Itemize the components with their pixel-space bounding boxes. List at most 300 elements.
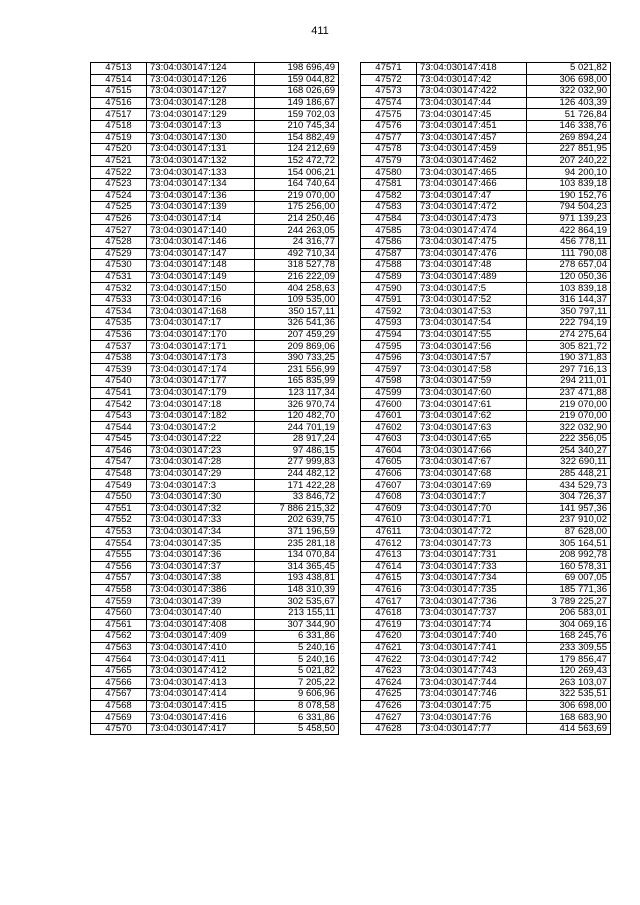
cadastral-number-cell: 73:04:030147:146 bbox=[147, 236, 255, 248]
row-number-cell: 47579 bbox=[361, 155, 417, 167]
table-row bbox=[361, 202, 611, 214]
row-number-cell: 47617 bbox=[361, 596, 417, 608]
value-cell: 277 999,83 bbox=[255, 457, 339, 469]
table-row bbox=[91, 387, 339, 399]
cadastral-number-cell: 73:04:030147:743 bbox=[417, 665, 527, 677]
cadastral-number-cell: 73:04:030147:72 bbox=[417, 526, 527, 538]
table-row bbox=[91, 132, 339, 144]
cadastral-number-cell: 73:04:030147:134 bbox=[147, 178, 255, 190]
table-row bbox=[361, 97, 611, 109]
row-number-cell: 47535 bbox=[91, 318, 147, 330]
value-cell: 124 212,69 bbox=[255, 144, 339, 156]
table-row bbox=[91, 619, 339, 631]
cadastral-number-cell: 73:04:030147:741 bbox=[417, 642, 527, 654]
row-number-cell: 47541 bbox=[91, 387, 147, 399]
value-cell: 244 263,05 bbox=[255, 225, 339, 237]
row-number-cell: 47615 bbox=[361, 573, 417, 585]
row-number-cell: 47569 bbox=[91, 712, 147, 724]
value-cell: 146 338,76 bbox=[527, 120, 611, 132]
table-row bbox=[91, 399, 339, 411]
table-row bbox=[361, 294, 611, 306]
cadastral-number-cell: 73:04:030147:67 bbox=[417, 457, 527, 469]
table-row bbox=[361, 596, 611, 608]
value-cell: 222 794,19 bbox=[527, 318, 611, 330]
table-row bbox=[91, 712, 339, 724]
cadastral-number-cell: 73:04:030147:127 bbox=[147, 86, 255, 98]
row-number-cell: 47539 bbox=[91, 364, 147, 376]
value-cell: 9 606,96 bbox=[255, 689, 339, 701]
table-row bbox=[361, 318, 611, 330]
cadastral-number-cell: 73:04:030147:69 bbox=[417, 480, 527, 492]
cadastral-number-cell: 73:04:030147:472 bbox=[417, 202, 527, 214]
cadastral-number-cell: 73:04:030147:44 bbox=[417, 97, 527, 109]
row-number-cell: 47593 bbox=[361, 318, 417, 330]
table-row bbox=[91, 654, 339, 666]
row-number-cell: 47578 bbox=[361, 144, 417, 156]
table-row bbox=[361, 723, 611, 735]
table-row bbox=[91, 318, 339, 330]
table-row bbox=[91, 364, 339, 376]
table-row bbox=[91, 665, 339, 677]
table-row bbox=[91, 63, 339, 75]
cadastral-number-cell: 73:04:030147:149 bbox=[147, 271, 255, 283]
table-row bbox=[361, 631, 611, 643]
table-row bbox=[91, 283, 339, 295]
table-row bbox=[91, 723, 339, 735]
cadastral-number-cell: 73:04:030147:139 bbox=[147, 202, 255, 214]
cadastral-number-cell: 73:04:030147:136 bbox=[147, 190, 255, 202]
row-number-cell: 47561 bbox=[91, 619, 147, 631]
value-cell: 154 006,21 bbox=[255, 167, 339, 179]
table-row bbox=[361, 712, 611, 724]
row-number-cell: 47525 bbox=[91, 202, 147, 214]
row-number-cell: 47595 bbox=[361, 341, 417, 353]
table-row bbox=[361, 399, 611, 411]
row-number-cell: 47625 bbox=[361, 689, 417, 701]
row-number-cell: 47559 bbox=[91, 596, 147, 608]
cadastral-number-cell: 73:04:030147:40 bbox=[147, 607, 255, 619]
table-row bbox=[361, 329, 611, 341]
value-cell: 28 917,24 bbox=[255, 434, 339, 446]
cadastral-number-cell: 73:04:030147:22 bbox=[147, 434, 255, 446]
table-row bbox=[91, 631, 339, 643]
cadastral-number-cell: 73:04:030147:47 bbox=[417, 190, 527, 202]
table-row bbox=[361, 422, 611, 434]
cadastral-number-cell: 73:04:030147:474 bbox=[417, 225, 527, 237]
row-number-cell: 47620 bbox=[361, 631, 417, 643]
table-row bbox=[361, 526, 611, 538]
value-cell: 326 970,74 bbox=[255, 399, 339, 411]
cadastral-number-cell: 73:04:030147:34 bbox=[147, 526, 255, 538]
value-cell: 306 698,00 bbox=[527, 74, 611, 86]
cadastral-number-cell: 73:04:030147:2 bbox=[147, 422, 255, 434]
cadastral-number-cell: 73:04:030147:422 bbox=[417, 86, 527, 98]
value-cell: 97 486,15 bbox=[255, 445, 339, 457]
row-number-cell: 47577 bbox=[361, 132, 417, 144]
row-number-cell: 47533 bbox=[91, 294, 147, 306]
cadastral-number-cell: 73:04:030147:53 bbox=[417, 306, 527, 318]
cadastral-number-cell: 73:04:030147:56 bbox=[417, 341, 527, 353]
value-cell: 5 021,82 bbox=[255, 665, 339, 677]
value-cell: 171 422,28 bbox=[255, 480, 339, 492]
table-row bbox=[361, 503, 611, 515]
table-row bbox=[91, 144, 339, 156]
cadastral-number-cell: 73:04:030147:177 bbox=[147, 376, 255, 388]
row-number-cell: 47537 bbox=[91, 341, 147, 353]
row-number-cell: 47604 bbox=[361, 445, 417, 457]
value-cell: 103 839,18 bbox=[527, 283, 611, 295]
value-cell: 207 240,22 bbox=[527, 155, 611, 167]
cadastral-number-cell: 73:04:030147:411 bbox=[147, 654, 255, 666]
cadastral-number-cell: 73:04:030147:740 bbox=[417, 631, 527, 643]
row-number-cell: 47551 bbox=[91, 503, 147, 515]
value-cell: 219 070,00 bbox=[527, 399, 611, 411]
value-cell: 304 726,37 bbox=[527, 491, 611, 503]
table-row bbox=[361, 167, 611, 179]
table-row bbox=[91, 526, 339, 538]
value-cell: 492 710,34 bbox=[255, 248, 339, 260]
table-row bbox=[361, 352, 611, 364]
value-cell: 193 438,81 bbox=[255, 573, 339, 585]
table-row bbox=[361, 689, 611, 701]
row-number-cell: 47584 bbox=[361, 213, 417, 225]
cadastral-number-cell: 73:04:030147:59 bbox=[417, 376, 527, 388]
value-cell: 304 069,16 bbox=[527, 619, 611, 631]
row-number-cell: 47523 bbox=[91, 178, 147, 190]
row-number-cell: 47588 bbox=[361, 260, 417, 272]
cadastral-number-cell: 73:04:030147:63 bbox=[417, 422, 527, 434]
value-cell: 278 657,04 bbox=[527, 260, 611, 272]
value-cell: 456 778,11 bbox=[527, 236, 611, 248]
row-number-cell: 47528 bbox=[91, 236, 147, 248]
row-number-cell: 47529 bbox=[91, 248, 147, 260]
cadastral-table-right bbox=[360, 62, 611, 735]
cadastral-number-cell: 73:04:030147:52 bbox=[417, 294, 527, 306]
table-row bbox=[91, 607, 339, 619]
value-cell: 198 696,49 bbox=[255, 63, 339, 75]
row-number-cell: 47574 bbox=[361, 97, 417, 109]
table-row bbox=[91, 248, 339, 260]
table-row bbox=[361, 538, 611, 550]
value-cell: 152 472,72 bbox=[255, 155, 339, 167]
row-number-cell: 47607 bbox=[361, 480, 417, 492]
table-row bbox=[361, 213, 611, 225]
row-number-cell: 47623 bbox=[361, 665, 417, 677]
value-cell: 179 856,47 bbox=[527, 654, 611, 666]
row-number-cell: 47590 bbox=[361, 283, 417, 295]
row-number-cell: 47565 bbox=[91, 665, 147, 677]
table-row bbox=[361, 236, 611, 248]
row-number-cell: 47526 bbox=[91, 213, 147, 225]
cadastral-number-cell: 73:04:030147:61 bbox=[417, 399, 527, 411]
value-cell: 306 698,00 bbox=[527, 700, 611, 712]
table-row bbox=[91, 689, 339, 701]
cadastral-number-cell: 73:04:030147:409 bbox=[147, 631, 255, 643]
table-row bbox=[361, 271, 611, 283]
table-row bbox=[91, 306, 339, 318]
table-row bbox=[91, 120, 339, 132]
value-cell: 148 310,39 bbox=[255, 584, 339, 596]
value-cell: 5 240,16 bbox=[255, 654, 339, 666]
table-row bbox=[361, 364, 611, 376]
cadastral-number-cell: 73:04:030147:32 bbox=[147, 503, 255, 515]
cadastral-number-cell: 73:04:030147:733 bbox=[417, 561, 527, 573]
cadastral-number-cell: 73:04:030147:130 bbox=[147, 132, 255, 144]
row-number-cell: 47517 bbox=[91, 109, 147, 121]
table-row bbox=[91, 202, 339, 214]
cadastral-number-cell: 73:04:030147:416 bbox=[147, 712, 255, 724]
cadastral-number-cell: 73:04:030147:168 bbox=[147, 306, 255, 318]
row-number-cell: 47560 bbox=[91, 607, 147, 619]
value-cell: 274 275,64 bbox=[527, 329, 611, 341]
cadastral-number-cell: 73:04:030147:42 bbox=[417, 74, 527, 86]
value-cell: 207 459,29 bbox=[255, 329, 339, 341]
row-number-cell: 47519 bbox=[91, 132, 147, 144]
value-cell: 390 733,25 bbox=[255, 352, 339, 364]
row-number-cell: 47626 bbox=[361, 700, 417, 712]
cadastral-number-cell: 73:04:030147:473 bbox=[417, 213, 527, 225]
table-row bbox=[91, 109, 339, 121]
table-row bbox=[91, 457, 339, 469]
value-cell: 305 821,72 bbox=[527, 341, 611, 353]
table-row bbox=[361, 74, 611, 86]
row-number-cell: 47606 bbox=[361, 468, 417, 480]
value-cell: 294 211,01 bbox=[527, 376, 611, 388]
value-cell: 297 716,13 bbox=[527, 364, 611, 376]
cadastral-number-cell: 73:04:030147:36 bbox=[147, 549, 255, 561]
cadastral-number-cell: 73:04:030147:60 bbox=[417, 387, 527, 399]
table-row bbox=[361, 190, 611, 202]
cadastral-number-cell: 73:04:030147:3 bbox=[147, 480, 255, 492]
row-number-cell: 47600 bbox=[361, 399, 417, 411]
cadastral-number-cell: 73:04:030147:17 bbox=[147, 318, 255, 330]
table-row bbox=[91, 468, 339, 480]
cadastral-number-cell: 73:04:030147:124 bbox=[147, 63, 255, 75]
cadastral-number-cell: 73:04:030147:408 bbox=[147, 619, 255, 631]
value-cell: 51 726,84 bbox=[527, 109, 611, 121]
row-number-cell: 47616 bbox=[361, 584, 417, 596]
value-cell: 422 864,19 bbox=[527, 225, 611, 237]
cadastral-number-cell: 73:04:030147:459 bbox=[417, 144, 527, 156]
row-number-cell: 47573 bbox=[361, 86, 417, 98]
table-row bbox=[91, 74, 339, 86]
value-cell: 69 007,05 bbox=[527, 573, 611, 585]
row-number-cell: 47575 bbox=[361, 109, 417, 121]
row-number-cell: 47594 bbox=[361, 329, 417, 341]
cadastral-number-cell: 73:04:030147:148 bbox=[147, 260, 255, 272]
table-row bbox=[91, 561, 339, 573]
row-number-cell: 47605 bbox=[361, 457, 417, 469]
cadastral-number-cell: 73:04:030147:457 bbox=[417, 132, 527, 144]
cadastral-number-cell: 73:04:030147:54 bbox=[417, 318, 527, 330]
cadastral-number-cell: 73:04:030147:16 bbox=[147, 294, 255, 306]
table-row bbox=[361, 387, 611, 399]
value-cell: 237 471,88 bbox=[527, 387, 611, 399]
value-cell: 8 078,58 bbox=[255, 700, 339, 712]
row-number-cell: 47552 bbox=[91, 515, 147, 527]
value-cell: 149 186,67 bbox=[255, 97, 339, 109]
value-cell: 794 504,23 bbox=[527, 202, 611, 214]
row-number-cell: 47553 bbox=[91, 526, 147, 538]
row-number-cell: 47558 bbox=[91, 584, 147, 596]
table-row bbox=[361, 155, 611, 167]
row-number-cell: 47550 bbox=[91, 491, 147, 503]
table-row bbox=[361, 445, 611, 457]
row-number-cell: 47566 bbox=[91, 677, 147, 689]
cadastral-number-cell: 73:04:030147:30 bbox=[147, 491, 255, 503]
table-row bbox=[361, 561, 611, 573]
cadastral-number-cell: 73:04:030147:182 bbox=[147, 410, 255, 422]
cadastral-number-cell: 73:04:030147:418 bbox=[417, 63, 527, 75]
row-number-cell: 47520 bbox=[91, 144, 147, 156]
row-number-cell: 47576 bbox=[361, 120, 417, 132]
cadastral-number-cell: 73:04:030147:7 bbox=[417, 491, 527, 503]
table-row bbox=[91, 376, 339, 388]
cadastral-number-cell: 73:04:030147:133 bbox=[147, 167, 255, 179]
cadastral-number-cell: 73:04:030147:129 bbox=[147, 109, 255, 121]
row-number-cell: 47564 bbox=[91, 654, 147, 666]
cadastral-number-cell: 73:04:030147:58 bbox=[417, 364, 527, 376]
value-cell: 219 070,00 bbox=[255, 190, 339, 202]
cadastral-number-cell: 73:04:030147:73 bbox=[417, 538, 527, 550]
row-number-cell: 47585 bbox=[361, 225, 417, 237]
table-row bbox=[91, 260, 339, 272]
cadastral-number-cell: 73:04:030147:466 bbox=[417, 178, 527, 190]
row-number-cell: 47542 bbox=[91, 399, 147, 411]
row-number-cell: 47554 bbox=[91, 538, 147, 550]
table-row bbox=[91, 410, 339, 422]
cadastral-number-cell: 73:04:030147:171 bbox=[147, 341, 255, 353]
value-cell: 254 340,27 bbox=[527, 445, 611, 457]
table-row bbox=[91, 422, 339, 434]
row-number-cell: 47627 bbox=[361, 712, 417, 724]
value-cell: 318 527,78 bbox=[255, 260, 339, 272]
value-cell: 222 356,05 bbox=[527, 434, 611, 446]
row-number-cell: 47587 bbox=[361, 248, 417, 260]
cadastral-number-cell: 73:04:030147:386 bbox=[147, 584, 255, 596]
row-number-cell: 47568 bbox=[91, 700, 147, 712]
table-row bbox=[91, 491, 339, 503]
cadastral-number-cell: 73:04:030147:14 bbox=[147, 213, 255, 225]
table-row bbox=[91, 700, 339, 712]
table-row bbox=[91, 341, 339, 353]
row-number-cell: 47534 bbox=[91, 306, 147, 318]
value-cell: 168 245,76 bbox=[527, 631, 611, 643]
cadastral-number-cell: 73:04:030147:75 bbox=[417, 700, 527, 712]
row-number-cell: 47516 bbox=[91, 97, 147, 109]
row-number-cell: 47562 bbox=[91, 631, 147, 643]
table-row bbox=[361, 109, 611, 121]
value-cell: 33 846,72 bbox=[255, 491, 339, 503]
table-row bbox=[361, 260, 611, 272]
row-number-cell: 47592 bbox=[361, 306, 417, 318]
row-number-cell: 47572 bbox=[361, 74, 417, 86]
cadastral-number-cell: 73:04:030147:489 bbox=[417, 271, 527, 283]
row-number-cell: 47538 bbox=[91, 352, 147, 364]
row-number-cell: 47583 bbox=[361, 202, 417, 214]
cadastral-number-cell: 73:04:030147:5 bbox=[417, 283, 527, 295]
table-row bbox=[361, 468, 611, 480]
cadastral-table-left bbox=[90, 62, 339, 735]
row-number-cell: 47581 bbox=[361, 178, 417, 190]
cadastral-number-cell: 73:04:030147:131 bbox=[147, 144, 255, 156]
table-row bbox=[361, 573, 611, 585]
cadastral-number-cell: 73:04:030147:76 bbox=[417, 712, 527, 724]
value-cell: 109 535,00 bbox=[255, 294, 339, 306]
cadastral-number-cell: 73:04:030147:735 bbox=[417, 584, 527, 596]
row-number-cell: 47544 bbox=[91, 422, 147, 434]
cadastral-number-cell: 73:04:030147:65 bbox=[417, 434, 527, 446]
cadastral-number-cell: 73:04:030147:744 bbox=[417, 677, 527, 689]
table-row bbox=[91, 445, 339, 457]
value-cell: 202 639,75 bbox=[255, 515, 339, 527]
table-row bbox=[91, 642, 339, 654]
value-cell: 7 205,22 bbox=[255, 677, 339, 689]
row-number-cell: 47547 bbox=[91, 457, 147, 469]
row-number-cell: 47515 bbox=[91, 86, 147, 98]
value-cell: 371 196,59 bbox=[255, 526, 339, 538]
cadastral-number-cell: 73:04:030147:132 bbox=[147, 155, 255, 167]
table-row bbox=[91, 677, 339, 689]
row-number-cell: 47622 bbox=[361, 654, 417, 666]
value-cell: 190 371,83 bbox=[527, 352, 611, 364]
row-number-cell: 47536 bbox=[91, 329, 147, 341]
value-cell: 244 482,12 bbox=[255, 468, 339, 480]
row-number-cell: 47586 bbox=[361, 236, 417, 248]
row-number-cell: 47621 bbox=[361, 642, 417, 654]
row-number-cell: 47582 bbox=[361, 190, 417, 202]
table-row bbox=[361, 225, 611, 237]
row-number-cell: 47624 bbox=[361, 677, 417, 689]
table-row bbox=[361, 642, 611, 654]
table-row bbox=[361, 434, 611, 446]
row-number-cell: 47522 bbox=[91, 167, 147, 179]
value-cell: 120 269,43 bbox=[527, 665, 611, 677]
table-row bbox=[361, 700, 611, 712]
row-number-cell: 47556 bbox=[91, 561, 147, 573]
row-number-cell: 47612 bbox=[361, 538, 417, 550]
cadastral-number-cell: 73:04:030147:731 bbox=[417, 549, 527, 561]
row-number-cell: 47571 bbox=[361, 63, 417, 75]
value-cell: 285 448,21 bbox=[527, 468, 611, 480]
table-row bbox=[361, 86, 611, 98]
value-cell: 233 309,55 bbox=[527, 642, 611, 654]
row-number-cell: 47628 bbox=[361, 723, 417, 735]
value-cell: 231 556,99 bbox=[255, 364, 339, 376]
table-row bbox=[361, 607, 611, 619]
table-row bbox=[361, 63, 611, 75]
row-number-cell: 47524 bbox=[91, 190, 147, 202]
value-cell: 5 240,16 bbox=[255, 642, 339, 654]
table-row bbox=[91, 190, 339, 202]
value-cell: 87 628,00 bbox=[527, 526, 611, 538]
table-row bbox=[91, 584, 339, 596]
cadastral-number-cell: 73:04:030147:37 bbox=[147, 561, 255, 573]
cadastral-number-cell: 73:04:030147:174 bbox=[147, 364, 255, 376]
table-row bbox=[91, 573, 339, 585]
cadastral-number-cell: 73:04:030147:465 bbox=[417, 167, 527, 179]
value-cell: 123 117,34 bbox=[255, 387, 339, 399]
cadastral-number-cell: 73:04:030147:71 bbox=[417, 515, 527, 527]
value-cell: 168 683,90 bbox=[527, 712, 611, 724]
cadastral-number-cell: 73:04:030147:18 bbox=[147, 399, 255, 411]
value-cell: 314 365,45 bbox=[255, 561, 339, 573]
value-cell: 159 044,82 bbox=[255, 74, 339, 86]
value-cell: 244 701,19 bbox=[255, 422, 339, 434]
cadastral-number-cell: 73:04:030147:33 bbox=[147, 515, 255, 527]
value-cell: 263 103,07 bbox=[527, 677, 611, 689]
cadastral-number-cell: 73:04:030147:23 bbox=[147, 445, 255, 457]
